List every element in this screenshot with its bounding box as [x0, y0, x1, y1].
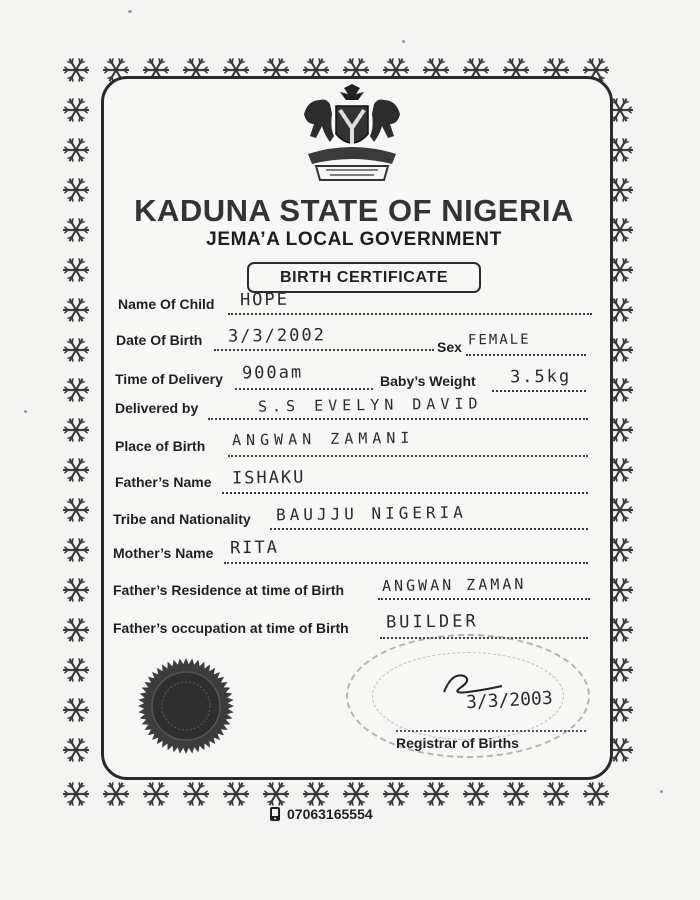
snowflake-icon	[543, 782, 569, 805]
date-of-birth-value: 3/3/2002	[227, 325, 327, 347]
delivered-by-label: Delivered by	[115, 400, 199, 416]
snowflake-icon	[503, 782, 529, 805]
fathers-residence-line	[378, 598, 590, 600]
snowflake-icon	[63, 618, 89, 641]
snowflake-icon	[63, 338, 89, 361]
snowflake-icon	[383, 782, 409, 805]
snowflake-icon	[63, 578, 89, 601]
snowflake-icon	[103, 782, 129, 805]
phone-number-text: 07063165554	[287, 806, 373, 822]
snowflake-icon	[183, 782, 209, 805]
snowflake-icon	[63, 458, 89, 481]
snowflake-icon	[63, 698, 89, 721]
sex-line	[466, 354, 586, 356]
place-of-birth-line	[228, 455, 588, 457]
snowflake-icon	[423, 782, 449, 805]
time-of-delivery-label: Time of Delivery	[115, 371, 223, 387]
snowflake-icon	[343, 782, 369, 805]
fathers-residence-label: Father’s Residence at time of Birth	[113, 582, 345, 598]
tribe-nationality-value: BAUJJU NIGERIA	[275, 502, 467, 525]
fathers-occupation-label: Father’s occupation at time of Birth	[113, 620, 349, 636]
name-of-child-label: Name Of Child	[118, 296, 215, 312]
registrar-label: Registrar of Births	[396, 735, 519, 751]
time-of-delivery-line	[235, 388, 373, 390]
coat-of-arms-icon	[296, 84, 408, 186]
snowflake-icon	[63, 138, 89, 161]
document-type-label: BIRTH CERTIFICATE	[247, 262, 481, 293]
time-of-delivery-value: 900am	[241, 362, 304, 384]
scan-speck	[128, 10, 132, 13]
snowflake-icon	[63, 258, 89, 281]
snowflake-icon	[63, 658, 89, 681]
local-government-title: JEMA’A LOCAL GOVERNMENT	[206, 229, 502, 250]
mothers-name-label: Mother’s Name	[113, 545, 214, 561]
certificate-seal	[136, 656, 236, 756]
snowflake-icon	[63, 418, 89, 441]
place-of-birth-value: ANGWAN ZAMANI	[231, 428, 415, 450]
tribe-nationality-label: Tribe and Nationality	[113, 511, 251, 527]
state-title: KADUNA STATE OF NIGERIA	[134, 193, 574, 228]
fathers-name-line	[222, 492, 588, 494]
delivered-by-value: S.S EVELYN DAVID	[257, 394, 483, 416]
babys-weight-label: Baby’s Weight	[380, 373, 476, 389]
snowflake-icon	[143, 782, 169, 805]
snowflake-icon	[63, 58, 89, 81]
phone-icon	[268, 806, 282, 822]
fathers-name-label: Father’s Name	[115, 474, 212, 490]
fathers-residence-value: ANGWAN ZAMAN	[381, 574, 527, 596]
date-of-birth-line	[214, 349, 434, 351]
delivered-by-line	[208, 418, 588, 420]
snowflake-icon	[223, 782, 249, 805]
snowflake-icon	[583, 782, 609, 805]
mothers-name-value: RITA	[229, 537, 280, 559]
snowflake-icon	[63, 498, 89, 521]
snowflake-icon	[263, 782, 289, 805]
phone-number	[287, 806, 373, 822]
registration-date: 3/3/2003	[465, 687, 554, 714]
scan-speck	[24, 410, 27, 413]
place-of-birth-label: Place of Birth	[115, 438, 206, 454]
sex-value: FEMALE	[467, 331, 531, 349]
babys-weight-line	[492, 390, 586, 392]
tribe-nationality-line	[270, 528, 588, 530]
snowflake-icon	[63, 298, 89, 321]
fathers-name-value: ISHAKU	[231, 467, 306, 489]
registrar-signature-line	[396, 730, 586, 732]
snowflake-icon	[63, 782, 89, 805]
date-of-birth-label: Date Of Birth	[116, 332, 203, 348]
snowflake-icon	[63, 98, 89, 121]
snowflake-icon	[63, 178, 89, 201]
snowflake-icon	[63, 538, 89, 561]
snowflake-icon	[463, 782, 489, 805]
name-of-child-line	[228, 313, 592, 315]
snowflake-icon	[303, 782, 329, 805]
snowflake-icon	[63, 378, 89, 401]
sex-label: Sex	[437, 339, 462, 355]
snowflake-icon	[63, 218, 89, 241]
snowflake-icon	[63, 738, 89, 761]
name-of-child-value: HOPE	[239, 289, 290, 311]
babys-weight-value: 3.5kg	[509, 366, 572, 388]
mothers-name-line	[224, 562, 588, 564]
scan-speck	[660, 790, 663, 793]
fathers-occupation-value: BUILDER	[385, 611, 479, 633]
scan-speck	[402, 40, 405, 43]
